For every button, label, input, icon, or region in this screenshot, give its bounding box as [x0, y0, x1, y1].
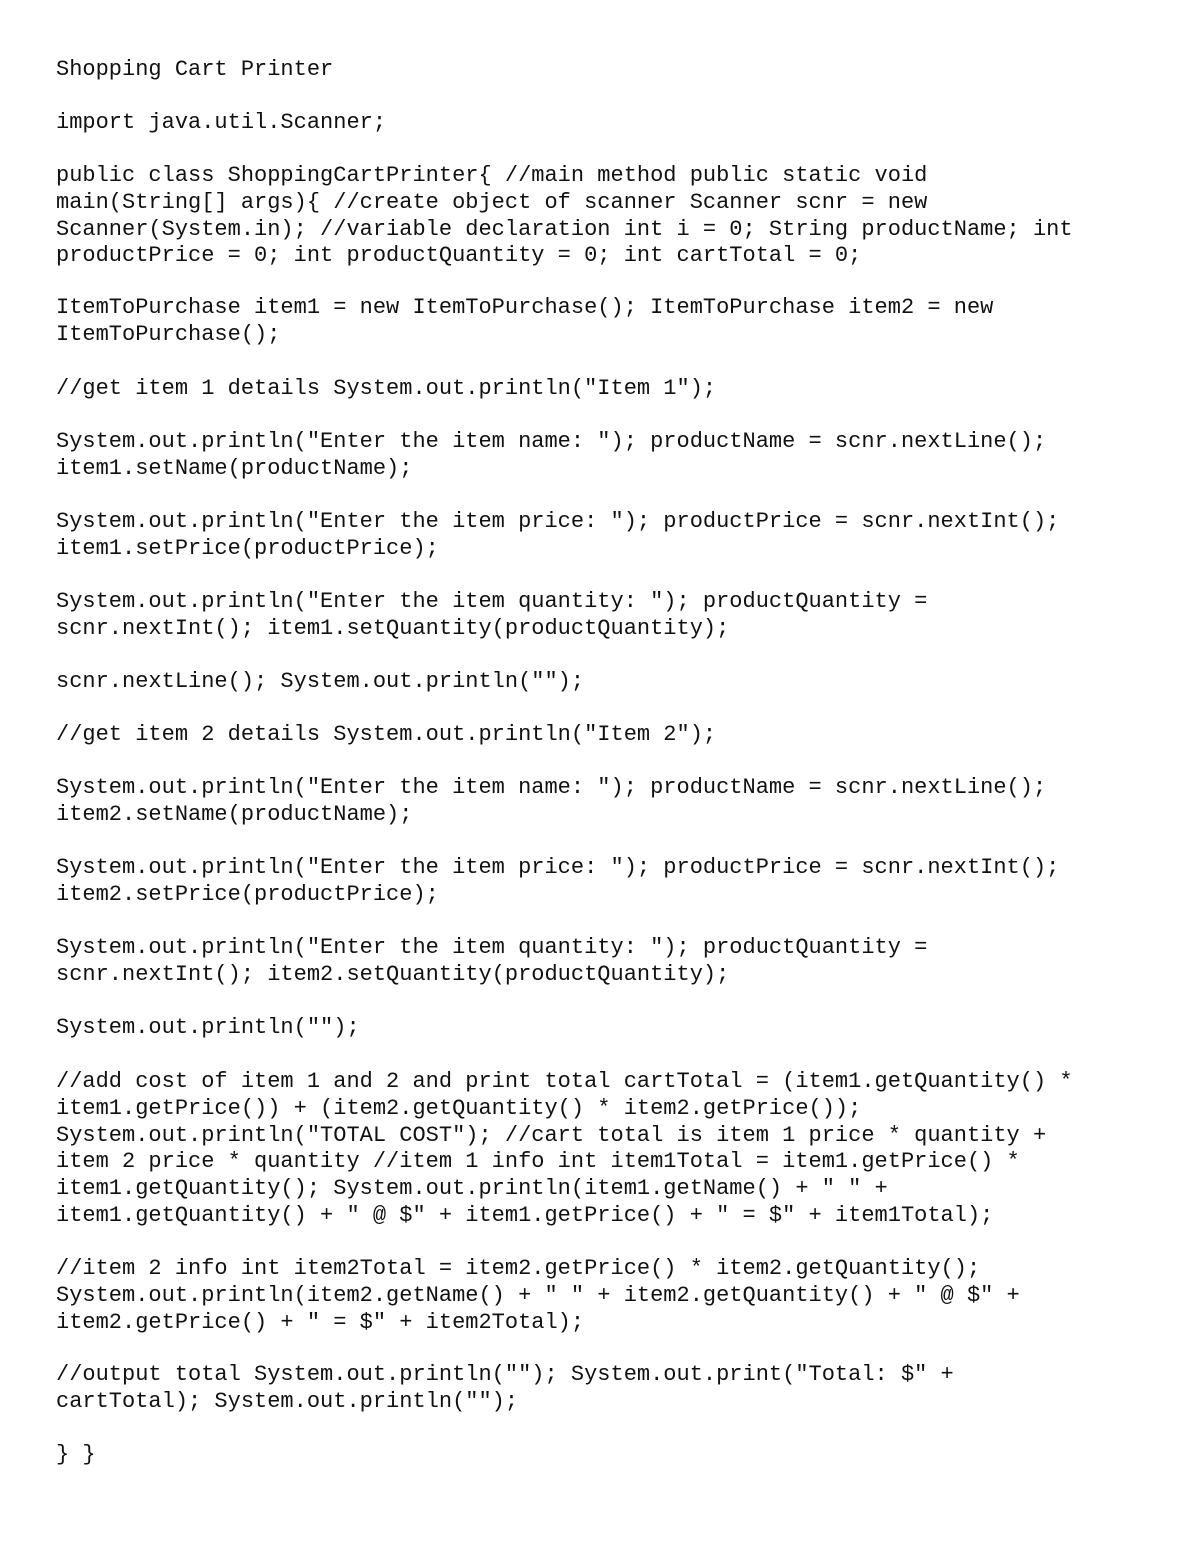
code-line: //get item 2 details System.out.println("Item 2"); [56, 722, 717, 747]
code-line: item2.setName(productName); [56, 801, 413, 827]
code-block [56, 163, 1176, 270]
code-line: item1.getPrice()) + (item2.getQuantity() * item2.getPrice()); [56, 1095, 862, 1121]
code-line: item 2 price * quantity //item 1 info int item1Total = item1.getPrice() * [56, 1149, 1020, 1175]
code-block [56, 935, 1176, 989]
code-line: cartTotal); System.out.println(""); [56, 1388, 519, 1414]
code-line: //get item 1 details System.out.println("Item 1"); [56, 376, 717, 401]
code-line: System.out.println("Enter the item price: "); productPrice = scnr.nextInt(); [56, 509, 1060, 534]
code-block [56, 1442, 1176, 1469]
code-line: item1.setPrice(productPrice); [56, 535, 439, 561]
code-block [56, 1362, 1176, 1416]
code-line: System.out.println("TOTAL COST"); //cart total is item 1 price * quantity + [56, 1122, 1047, 1148]
document-title: Shopping Cart Printer [56, 57, 334, 82]
code-line: productPrice = 0; int productQuantity = 0; int cartTotal = 0; [56, 243, 862, 269]
code-line: System.out.println("Enter the item quantity: "); productQuantity = [56, 935, 928, 960]
code-line: item1.getQuantity() + " @ $" + item1.getPrice() + " = $" + item1Total); [56, 1202, 994, 1228]
code-block [56, 855, 1176, 909]
code-line: scnr.nextInt(); item1.setQuantity(productQuantity); [56, 615, 730, 641]
code-block [56, 295, 1176, 349]
code-line: System.out.println(item2.getName() + " " + item2.getQuantity() + " @ $" + [56, 1282, 1020, 1308]
code-line: System.out.println("Enter the item price: "); productPrice = scnr.nextInt(); [56, 855, 1060, 880]
code-line: System.out.println("Enter the item name: "); productName = scnr.nextLine(); [56, 429, 1047, 454]
code-block [56, 1256, 1176, 1336]
code-block [56, 722, 1176, 749]
code-line: item1.getQuantity(); System.out.println(item1.getName() + " " + [56, 1176, 888, 1202]
code-line: item1.setName(productName); [56, 455, 413, 481]
code-block [56, 1015, 1176, 1042]
code-line: System.out.println("Enter the item quantity: "); productQuantity = [56, 589, 928, 614]
code-line: //add cost of item 1 and 2 and print total cartTotal = (item1.getQuantity() * [56, 1069, 1073, 1094]
code-line: public class ShoppingCartPrinter{ //main method public static void [56, 163, 928, 188]
code-line: main(String[] args){ //create object of scanner Scanner scnr = new [56, 189, 928, 215]
code-line: //item 2 info int item2Total = item2.getPrice() * item2.getQuantity(); [56, 1256, 981, 1281]
code-block [56, 509, 1176, 563]
code-block [56, 110, 1176, 137]
code-line: scnr.nextLine(); System.out.println(""); [56, 669, 585, 694]
code-block [56, 669, 1176, 696]
code-line: System.out.println(""); [56, 1015, 360, 1040]
code-line: } } [56, 1442, 96, 1467]
code-line: import java.util.Scanner; [56, 110, 387, 135]
code-block [56, 589, 1176, 643]
code-line: item2.getPrice() + " = $" + item2Total); [56, 1309, 585, 1335]
code-line: ItemToPurchase item1 = new ItemToPurchase(); ItemToPurchase item2 = new [56, 295, 994, 320]
code-line: ItemToPurchase(); [56, 321, 281, 347]
code-line: item2.setPrice(productPrice); [56, 881, 439, 907]
code-block [56, 775, 1176, 829]
code-line: System.out.println("Enter the item name: "); productName = scnr.nextLine(); [56, 775, 1047, 800]
code-line: //output total System.out.println(""); System.out.print("Total: $" + [56, 1362, 954, 1387]
code-line: Scanner(System.in); //variable declaration int i = 0; String productName; int [56, 216, 1073, 242]
code-block [56, 1069, 1176, 1230]
code-block [56, 429, 1176, 483]
code-block [56, 376, 1176, 403]
code-line: scnr.nextInt(); item2.setQuantity(productQuantity); [56, 961, 730, 987]
